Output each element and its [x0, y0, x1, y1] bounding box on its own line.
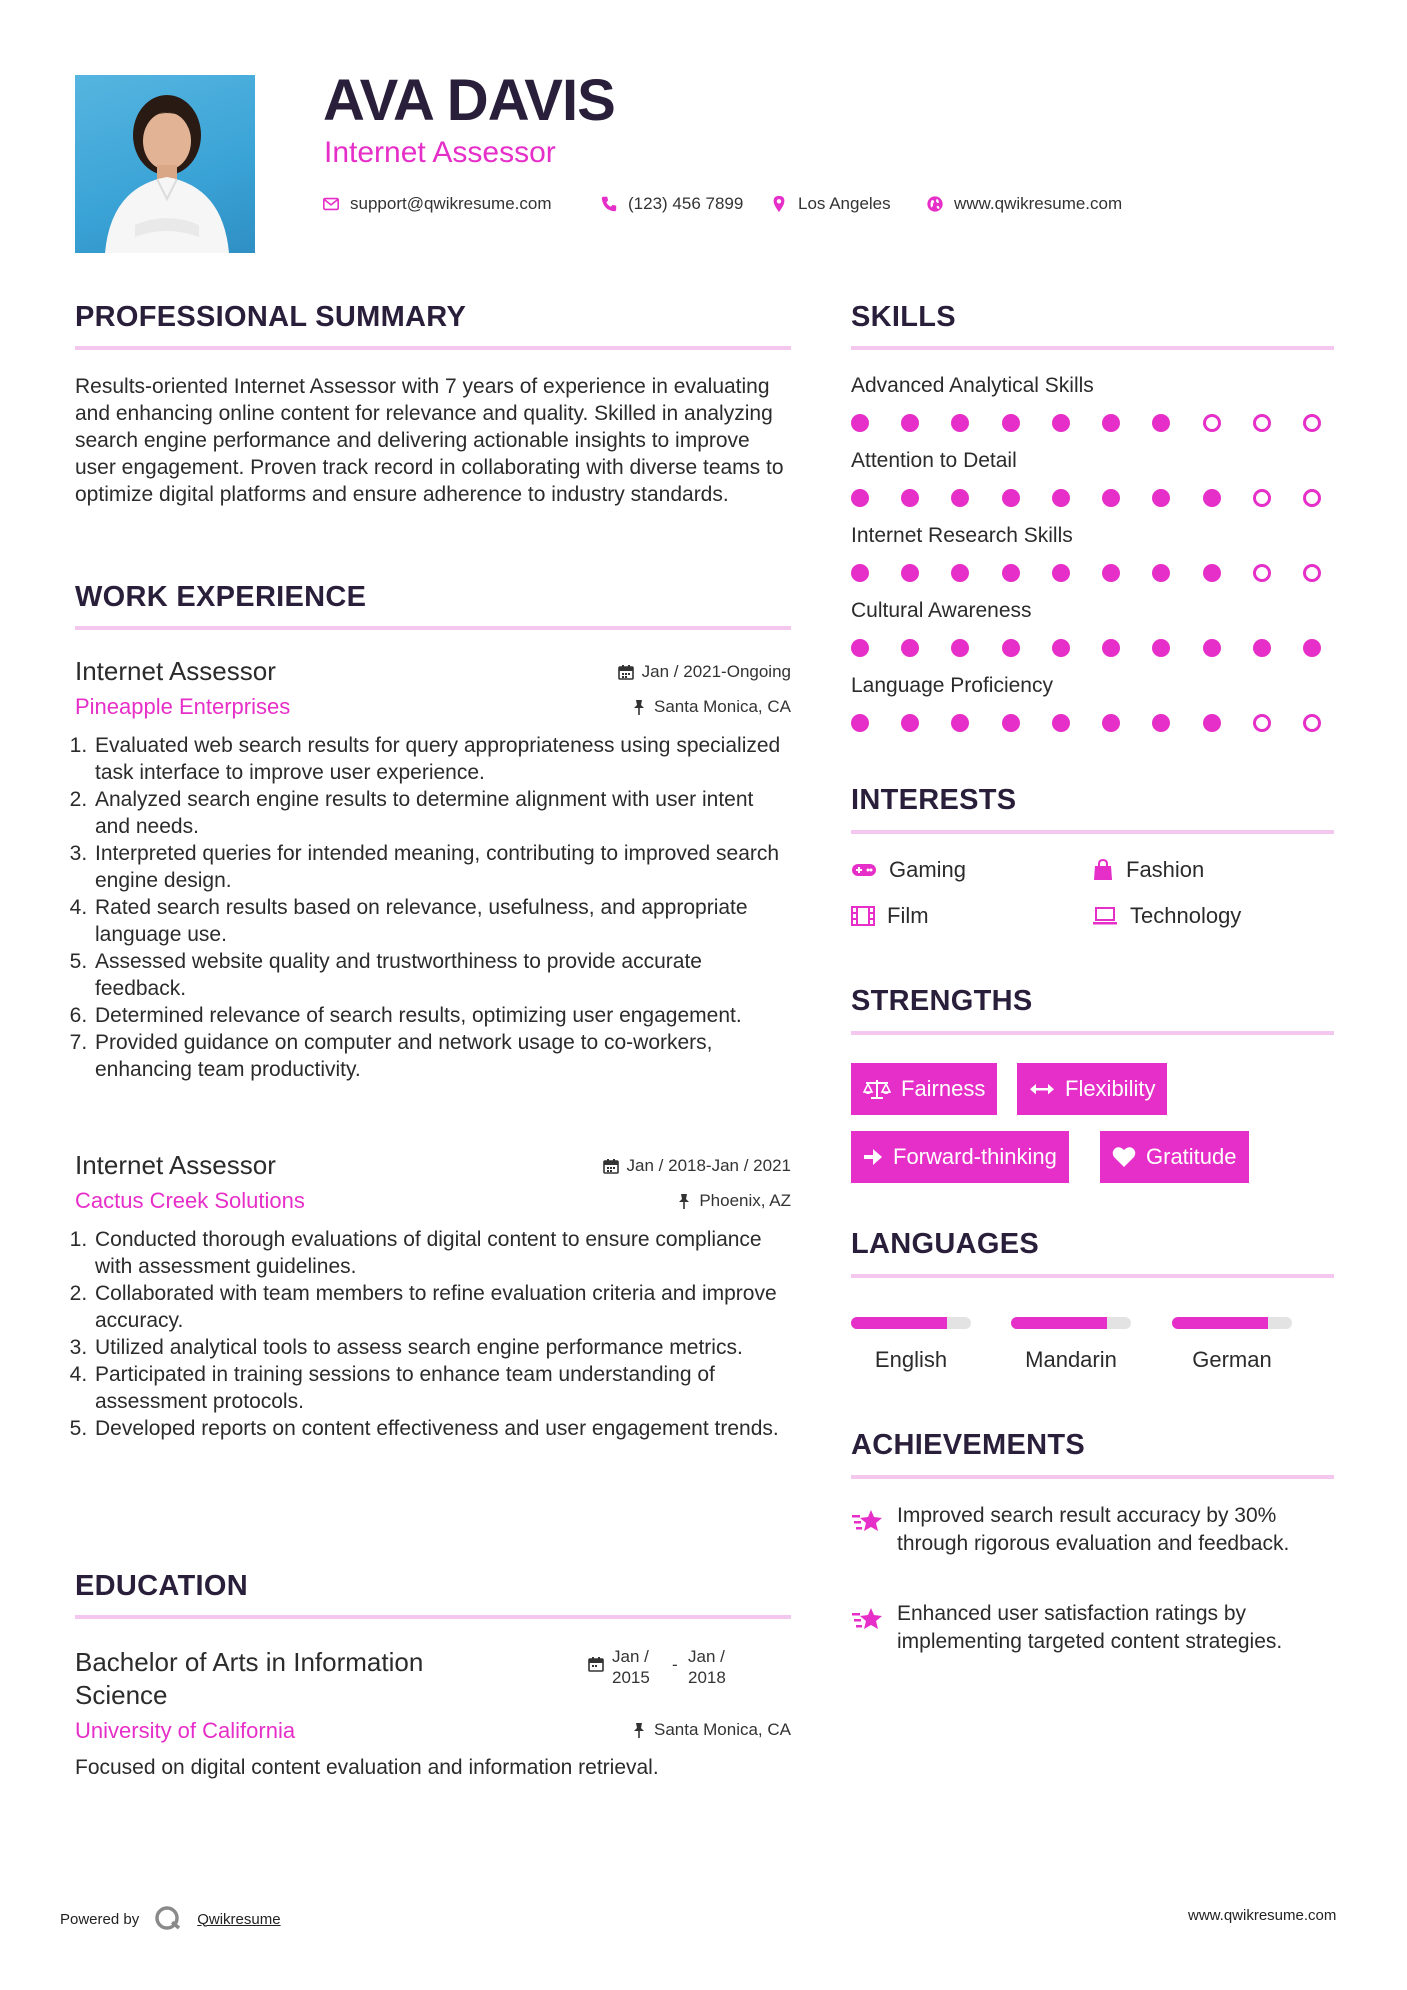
phone-icon — [600, 195, 618, 213]
website-text: www.qwikresume.com — [954, 194, 1123, 213]
portrait-illustration — [75, 75, 255, 253]
job-dates — [618, 662, 791, 682]
gamepad-icon — [851, 862, 877, 878]
achievements-rule — [851, 1475, 1334, 1479]
footer-url[interactable]: www.qwikresume.com — [1188, 1907, 1337, 1924]
degree-title: Bachelor of Arts in Information Science — [75, 1647, 424, 1710]
pushpin-icon — [632, 699, 646, 715]
skill-row — [851, 525, 1334, 600]
list-item: 3. Interpreted queries for intended meaning, contributing to improved search engine design. — [93, 840, 791, 894]
laptop-icon — [1092, 906, 1118, 926]
rating-dot-filled — [851, 714, 869, 732]
contact-location — [770, 194, 891, 214]
phone-text: (123) 456 7899 — [628, 194, 744, 213]
rating-dot-filled — [1052, 414, 1070, 432]
rating-dot-filled — [1002, 714, 1020, 732]
skills-list — [851, 375, 1334, 750]
rating-dot-filled — [951, 564, 969, 582]
rating-dot-filled — [1152, 414, 1170, 432]
list-item: 3. Utilized analytical tools to assess search engine performance metrics. — [93, 1334, 791, 1361]
strength-gratitude — [1100, 1131, 1249, 1183]
rating-dot-filled — [851, 489, 869, 507]
language-bar — [1172, 1317, 1292, 1329]
company-name: Pineapple Enterprises — [75, 694, 291, 719]
languages-heading: LANGUAGES — [851, 1228, 1039, 1260]
contact-phone[interactable] — [600, 194, 743, 214]
job-location-text: Santa Monica, CA — [653, 697, 791, 716]
rating-dot-filled — [1052, 639, 1070, 657]
email-text: support@qwikresume.com — [350, 194, 552, 213]
education-heading: EDUCATION — [75, 1570, 248, 1602]
skill-name: Internet Research Skills — [851, 524, 1073, 547]
job-title: Internet Assessor — [75, 1150, 276, 1180]
interest-label: Film — [887, 903, 929, 928]
education-description: Focused on digital content evaluation and information retrieval. — [75, 1756, 659, 1779]
film-icon — [851, 906, 875, 926]
rating-dot-filled — [1052, 714, 1070, 732]
rating-dot-filled — [901, 714, 919, 732]
list-item: 2. Analyzed search engine results to determine alignment with user intent and needs. — [93, 786, 791, 840]
list-item: 1. Evaluated web search results for query appropriateness using specialized task interface to improve user experience. — [93, 732, 791, 786]
rating-dot-empty — [1253, 714, 1271, 732]
pushpin-icon — [677, 1193, 691, 1209]
summary-text: Results-oriented Internet Assessor with 7 years of experience in evaluating and enhancing online content for relevance and quality. Skilled in analyzing search engine performance and delivering actionable insights to improve user engagement. Proven track record in collaborating with diverse teams to optimize digital platforms and ensure adherence to industry standards. — [75, 375, 784, 506]
list-item: 2. Collaborated with team members to refine evaluation criteria and improve accuracy. — [93, 1280, 791, 1334]
language-name: Mandarin — [1025, 1347, 1117, 1372]
rating-dot-filled — [1102, 639, 1120, 657]
interest-label: Fashion — [1126, 857, 1205, 882]
skills-heading: SKILLS — [851, 301, 956, 333]
rating-dot-filled — [851, 639, 869, 657]
rating-dot-empty — [1303, 414, 1321, 432]
achievement-item — [851, 1600, 1334, 1656]
arrow-right-icon — [863, 1148, 883, 1166]
language-german — [1172, 1317, 1292, 1373]
rating-dot-filled — [1203, 489, 1221, 507]
education-dates — [588, 1646, 740, 1688]
rating-dot-filled — [901, 564, 919, 582]
calendar-icon — [618, 664, 634, 680]
interests-rule — [851, 830, 1334, 834]
education-rule — [75, 1615, 791, 1619]
language-name: German — [1192, 1347, 1272, 1372]
job-bullets — [75, 732, 791, 1083]
profile-photo — [75, 75, 255, 253]
shooting-star-icon — [851, 1506, 883, 1534]
job-location — [677, 1191, 791, 1211]
skills-rule — [851, 346, 1334, 350]
job-dates — [603, 1156, 791, 1176]
list-item: 6. Determined relevance of search results, optimizing user engagement. — [93, 1002, 791, 1029]
rating-dot-empty — [1303, 714, 1321, 732]
summary-rule — [75, 346, 791, 350]
calendar-icon — [588, 1656, 604, 1672]
strength-flexibility — [1017, 1063, 1167, 1115]
strength-label: Gratitude — [1146, 1144, 1237, 1169]
rating-dot-filled — [951, 639, 969, 657]
rating-dot-filled — [1203, 639, 1221, 657]
candidate-title: Internet Assessor — [324, 136, 556, 169]
rating-dot-filled — [1052, 489, 1070, 507]
footer-powered-by — [60, 1904, 281, 1934]
contact-website[interactable] — [926, 194, 1122, 214]
shopping-bag-icon — [1092, 859, 1114, 881]
rating-dot-filled — [901, 414, 919, 432]
envelope-icon — [322, 195, 340, 213]
job-location — [632, 697, 791, 717]
skill-rating — [851, 489, 1321, 507]
language-fill — [1011, 1317, 1107, 1329]
list-item: 4. Rated search results based on relevance, usefulness, and appropriate language use. — [93, 894, 791, 948]
skill-rating — [851, 639, 1321, 657]
list-item: 4. Participated in training sessions to enhance team understanding of assessment protocols. — [93, 1361, 791, 1415]
experience-rule — [75, 626, 791, 630]
interest-technology — [1092, 903, 1241, 929]
globe-icon — [926, 195, 944, 213]
skill-row — [851, 600, 1334, 675]
interests-heading: INTERESTS — [851, 784, 1017, 816]
education-location — [560, 1720, 791, 1740]
interest-label: Gaming — [889, 857, 967, 882]
education-location-text: Santa Monica, CA — [653, 1720, 791, 1739]
achievements-heading: ACHIEVEMENTS — [851, 1429, 1086, 1461]
language-name: English — [874, 1347, 948, 1372]
skill-rating — [851, 564, 1321, 582]
list-item: 5. Assessed website quality and trustworthiness to provide accurate feedback. — [93, 948, 791, 1002]
rating-dot-filled — [1102, 414, 1120, 432]
arrows-horizontal-icon — [1029, 1082, 1055, 1096]
rating-dot-empty — [1253, 489, 1271, 507]
rating-dot-empty — [1303, 564, 1321, 582]
interest-fashion — [1092, 857, 1204, 883]
job-entry — [75, 1148, 791, 1442]
summary-heading: PROFESSIONAL SUMMARY — [75, 301, 467, 333]
list-item: 1. Conducted thorough evaluations of digital content to ensure compliance with assessment guidelines. — [93, 1226, 791, 1280]
job-dates-text: Jan / 2021-Ongoing — [641, 662, 791, 681]
strength-fairness — [851, 1063, 997, 1115]
experience-heading: WORK EXPERIENCE — [75, 581, 367, 613]
rating-dot-filled — [1102, 564, 1120, 582]
rating-dot-empty — [1253, 564, 1271, 582]
strengths-rule — [851, 1031, 1334, 1035]
language-bar — [1011, 1317, 1131, 1329]
rating-dot-filled — [1002, 564, 1020, 582]
powered-by-label: Powered by — [60, 1910, 140, 1928]
candidate-name: AVA DAVIS — [323, 68, 615, 133]
skill-name: Cultural Awareness — [851, 599, 1032, 622]
rating-dot-empty — [1203, 414, 1221, 432]
skill-name: Advanced Analytical Skills — [851, 374, 1094, 397]
map-pin-icon — [770, 195, 788, 213]
rating-dot-filled — [1203, 564, 1221, 582]
rating-dot-filled — [1303, 639, 1321, 657]
rating-dot-filled — [1002, 639, 1020, 657]
language-bar — [851, 1317, 971, 1329]
skill-row — [851, 375, 1334, 450]
job-location-text: Phoenix, AZ — [699, 1191, 791, 1210]
rating-dot-filled — [951, 714, 969, 732]
skill-rating — [851, 714, 1321, 732]
list-item: 7. Provided guidance on computer and network usage to co-workers, enhancing team productivity. — [93, 1029, 791, 1083]
languages-rule — [851, 1274, 1334, 1278]
strength-label: Flexibility — [1065, 1076, 1156, 1101]
heart-icon — [1112, 1146, 1136, 1168]
interest-label: Technology — [1130, 903, 1242, 928]
shooting-star-icon — [851, 1604, 883, 1632]
pushpin-icon — [632, 1722, 646, 1738]
rating-dot-filled — [1002, 489, 1020, 507]
strengths-heading: STRENGTHS — [851, 985, 1033, 1017]
achievement-item — [851, 1502, 1334, 1558]
achievement-text: Improved search result accuracy by 30% through rigorous evaluation and feedback. — [897, 1504, 1290, 1555]
rating-dot-filled — [851, 564, 869, 582]
company-name: Cactus Creek Solutions — [75, 1188, 305, 1213]
language-english — [851, 1317, 971, 1373]
language-fill — [851, 1317, 947, 1329]
rating-dot-filled — [951, 489, 969, 507]
language-fill — [1172, 1317, 1268, 1329]
skill-row — [851, 675, 1334, 750]
skill-name: Attention to Detail — [851, 449, 1017, 472]
qwikresume-logo-icon — [153, 1904, 183, 1934]
interest-film — [851, 903, 929, 929]
calendar-icon — [603, 1158, 619, 1174]
rating-dot-filled — [901, 489, 919, 507]
balance-scale-icon — [863, 1078, 891, 1100]
school-name: University of California — [75, 1718, 296, 1743]
rating-dot-filled — [851, 414, 869, 432]
rating-dot-filled — [1152, 714, 1170, 732]
rating-dot-empty — [1253, 414, 1271, 432]
rating-dot-filled — [1102, 489, 1120, 507]
strength-label: Forward-thinking — [893, 1144, 1057, 1169]
rating-dot-filled — [1203, 714, 1221, 732]
rating-dot-empty — [1303, 489, 1321, 507]
education-end: Jan / 2018 — [688, 1647, 726, 1687]
date-separator: - — [672, 1655, 678, 1674]
list-item: 5. Developed reports on content effectiveness and user engagement trends. — [93, 1415, 791, 1442]
language-mandarin — [1011, 1317, 1131, 1373]
rating-dot-filled — [951, 414, 969, 432]
rating-dot-filled — [1002, 414, 1020, 432]
job-entry — [75, 654, 791, 1083]
achievement-text: Enhanced user satisfaction ratings by implementing targeted content strategies. — [897, 1602, 1283, 1653]
rating-dot-filled — [1052, 564, 1070, 582]
rating-dot-filled — [1152, 489, 1170, 507]
strength-label: Fairness — [901, 1076, 986, 1101]
strength-forward-thinking — [851, 1131, 1069, 1183]
job-bullets — [75, 1226, 791, 1442]
skill-row — [851, 450, 1334, 525]
contact-email[interactable] — [322, 194, 552, 214]
rating-dot-filled — [1102, 714, 1120, 732]
footer-brand-link[interactable]: Qwikresume — [197, 1910, 281, 1928]
rating-dot-filled — [901, 639, 919, 657]
interest-gaming — [851, 857, 966, 883]
rating-dot-filled — [1152, 564, 1170, 582]
job-dates-text: Jan / 2018-Jan / 2021 — [626, 1156, 791, 1175]
skill-rating — [851, 414, 1321, 432]
job-title: Internet Assessor — [75, 656, 276, 686]
skill-name: Language Proficiency — [851, 674, 1053, 697]
location-text: Los Angeles — [798, 194, 891, 213]
rating-dot-filled — [1152, 639, 1170, 657]
rating-dot-filled — [1253, 639, 1271, 657]
education-start: Jan / 2015 — [612, 1647, 650, 1687]
